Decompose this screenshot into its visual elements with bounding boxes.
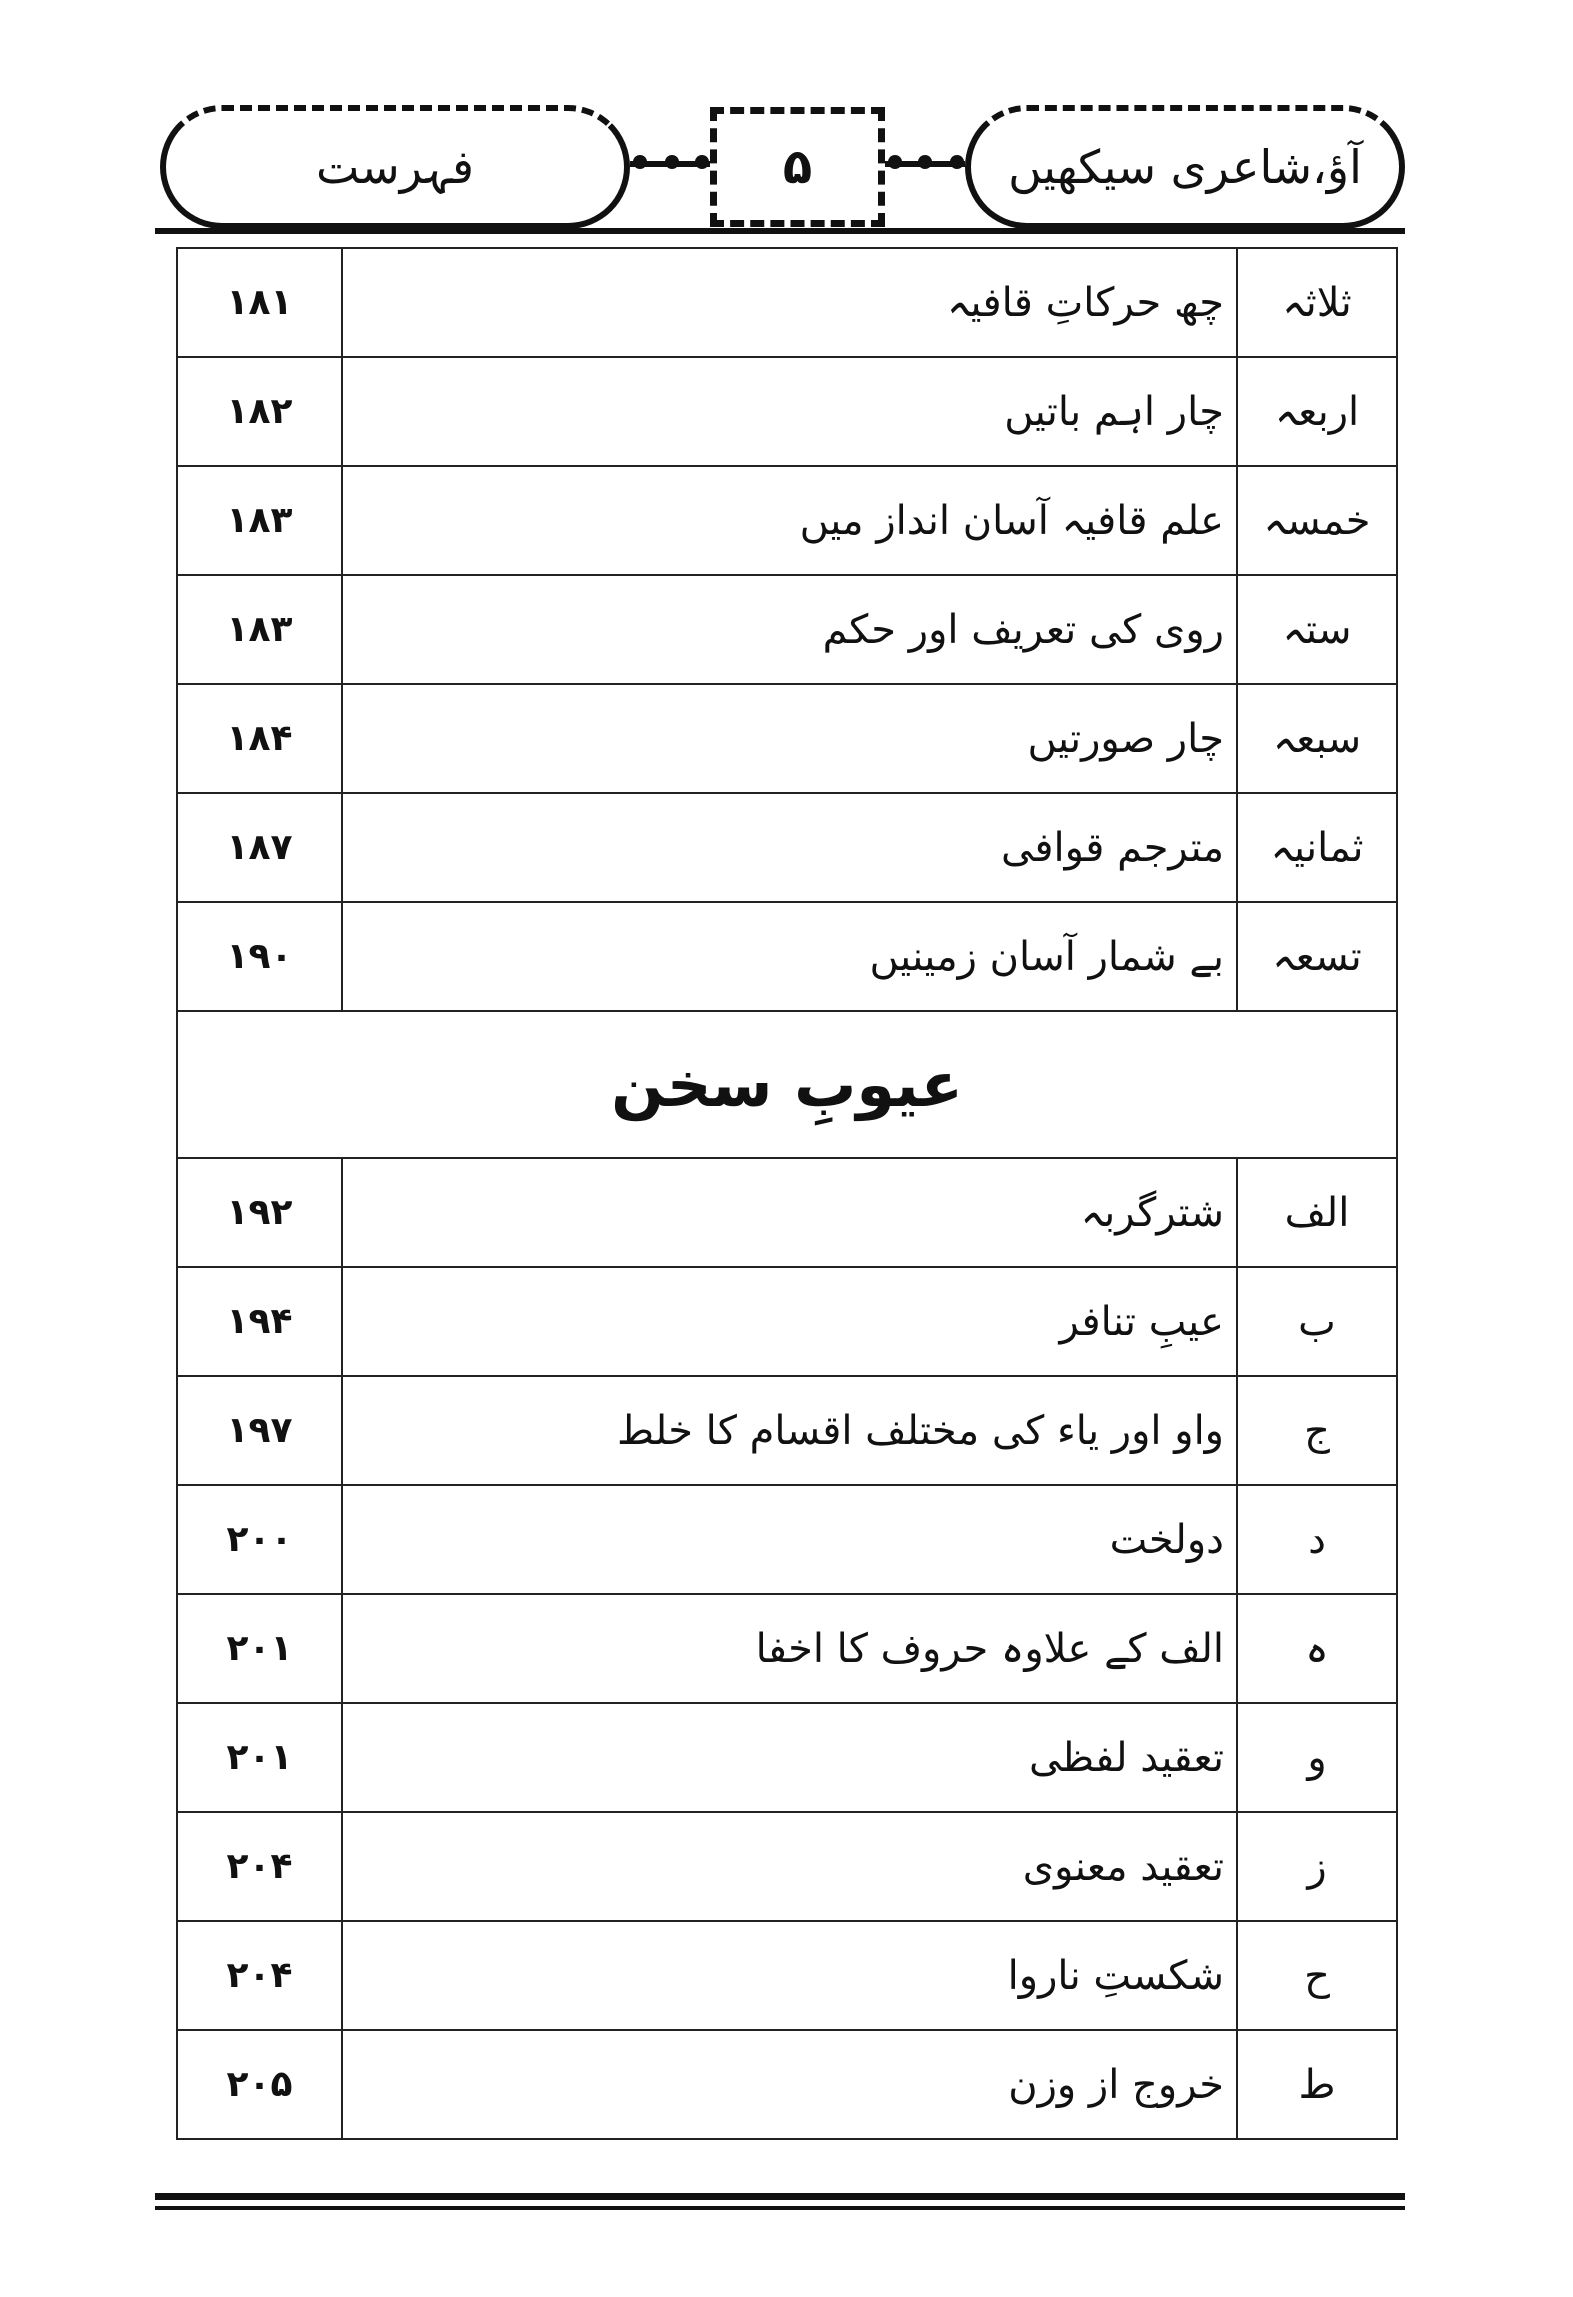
table-row (177, 1267, 1397, 1376)
table-row (177, 1376, 1397, 1485)
entry-title: دولخت (342, 1485, 1237, 1594)
table-row (177, 1594, 1397, 1703)
page-header (155, 105, 1405, 235)
table-row (177, 1158, 1397, 1267)
table-row (177, 357, 1397, 466)
page-number-cell: ۱۸۱ (177, 248, 342, 357)
header-rule (155, 228, 1405, 234)
entry-title: خروج از وزن (342, 2030, 1237, 2139)
section-heading: عیوبِ سخن (177, 1011, 1397, 1158)
entry-title: تعقید معنوی (342, 1812, 1237, 1921)
entry-label: سبعہ (1237, 684, 1397, 793)
entry-title: چھ حرکاتِ قافیہ (342, 248, 1237, 357)
table-row (177, 575, 1397, 684)
footer-rule-thin (155, 2206, 1405, 2210)
connector-dot (633, 155, 647, 169)
entry-title: واو اور یاء کی مختلف اقسام کا خلط (342, 1376, 1237, 1485)
entry-label: ج (1237, 1376, 1397, 1485)
entry-title: روی کی تعریف اور حکم (342, 575, 1237, 684)
book-title: آؤ،شاعری سیکھیں (1008, 140, 1362, 194)
table-row (177, 2030, 1397, 2139)
connector-dot (665, 155, 679, 169)
table-of-contents (176, 247, 1398, 2140)
page-number: ۵ (782, 139, 813, 195)
table-row (177, 466, 1397, 575)
entry-label: ب (1237, 1267, 1397, 1376)
page-number-cell: ۱۸۳ (177, 575, 342, 684)
entry-title: چار صورتیں (342, 684, 1237, 793)
entry-title: چار اہم باتیں (342, 357, 1237, 466)
section-title: فہرست (315, 140, 475, 194)
page-number-cell: ۱۹۲ (177, 1158, 342, 1267)
entry-label: تسعہ (1237, 902, 1397, 1011)
entry-label: الف (1237, 1158, 1397, 1267)
entry-label: ہ (1237, 1594, 1397, 1703)
connector-dot (950, 155, 964, 169)
entry-label: ط (1237, 2030, 1397, 2139)
entry-label: د (1237, 1485, 1397, 1594)
page-number-cell: ۱۸۷ (177, 793, 342, 902)
table-row (177, 1812, 1397, 1921)
book-title-pill (965, 105, 1405, 229)
table-row (177, 1485, 1397, 1594)
connector-dot (918, 155, 932, 169)
table-row (177, 1921, 1397, 2030)
entry-label: ز (1237, 1812, 1397, 1921)
entry-title: تعقید لفظی (342, 1703, 1237, 1812)
page-number-cell: ۱۹۰ (177, 902, 342, 1011)
page-number-cell: ۱۹۴ (177, 1267, 342, 1376)
section-title-pill (160, 105, 630, 229)
entry-title: شترگربہ (342, 1158, 1237, 1267)
page-number-cell: ۱۸۲ (177, 357, 342, 466)
page-number-cell: ۲۰۵ (177, 2030, 342, 2139)
entry-label: خمسہ (1237, 466, 1397, 575)
table-row (177, 1703, 1397, 1812)
entry-label: اربعہ (1237, 357, 1397, 466)
page-number-cell: ۱۹۷ (177, 1376, 342, 1485)
page-number-cell: ۲۰۴ (177, 1812, 342, 1921)
connector-dot (888, 155, 902, 169)
entry-label: ثلاثہ (1237, 248, 1397, 357)
page-number-cell: ۲۰۱ (177, 1594, 342, 1703)
entry-label: ستہ (1237, 575, 1397, 684)
page-number-cell: ۲۰۴ (177, 1921, 342, 2030)
entry-label: ح (1237, 1921, 1397, 2030)
page-number-cell: ۱۸۴ (177, 684, 342, 793)
entry-title: بے شمار آسان زمینیں (342, 902, 1237, 1011)
entry-title: الف کے علاوہ حروف کا اخفا (342, 1594, 1237, 1703)
table-row (177, 684, 1397, 793)
page-number-cell: ۱۸۳ (177, 466, 342, 575)
table-row (177, 902, 1397, 1011)
page-number-box (710, 107, 885, 227)
table-row (177, 793, 1397, 902)
entry-title: علم قافیہ آسان انداز میں (342, 466, 1237, 575)
entry-title: عیبِ تنافر (342, 1267, 1237, 1376)
entry-label: ثمانیہ (1237, 793, 1397, 902)
entry-title: شکستِ ناروا (342, 1921, 1237, 2030)
table-row (177, 248, 1397, 357)
section-heading-row (177, 1011, 1397, 1158)
entry-title: مترجم قوافی (342, 793, 1237, 902)
page-number-cell: ۲۰۱ (177, 1703, 342, 1812)
footer-rule-thick (155, 2193, 1405, 2200)
entry-label: و (1237, 1703, 1397, 1812)
page-number-cell: ۲۰۰ (177, 1485, 342, 1594)
connector-dot (695, 155, 709, 169)
